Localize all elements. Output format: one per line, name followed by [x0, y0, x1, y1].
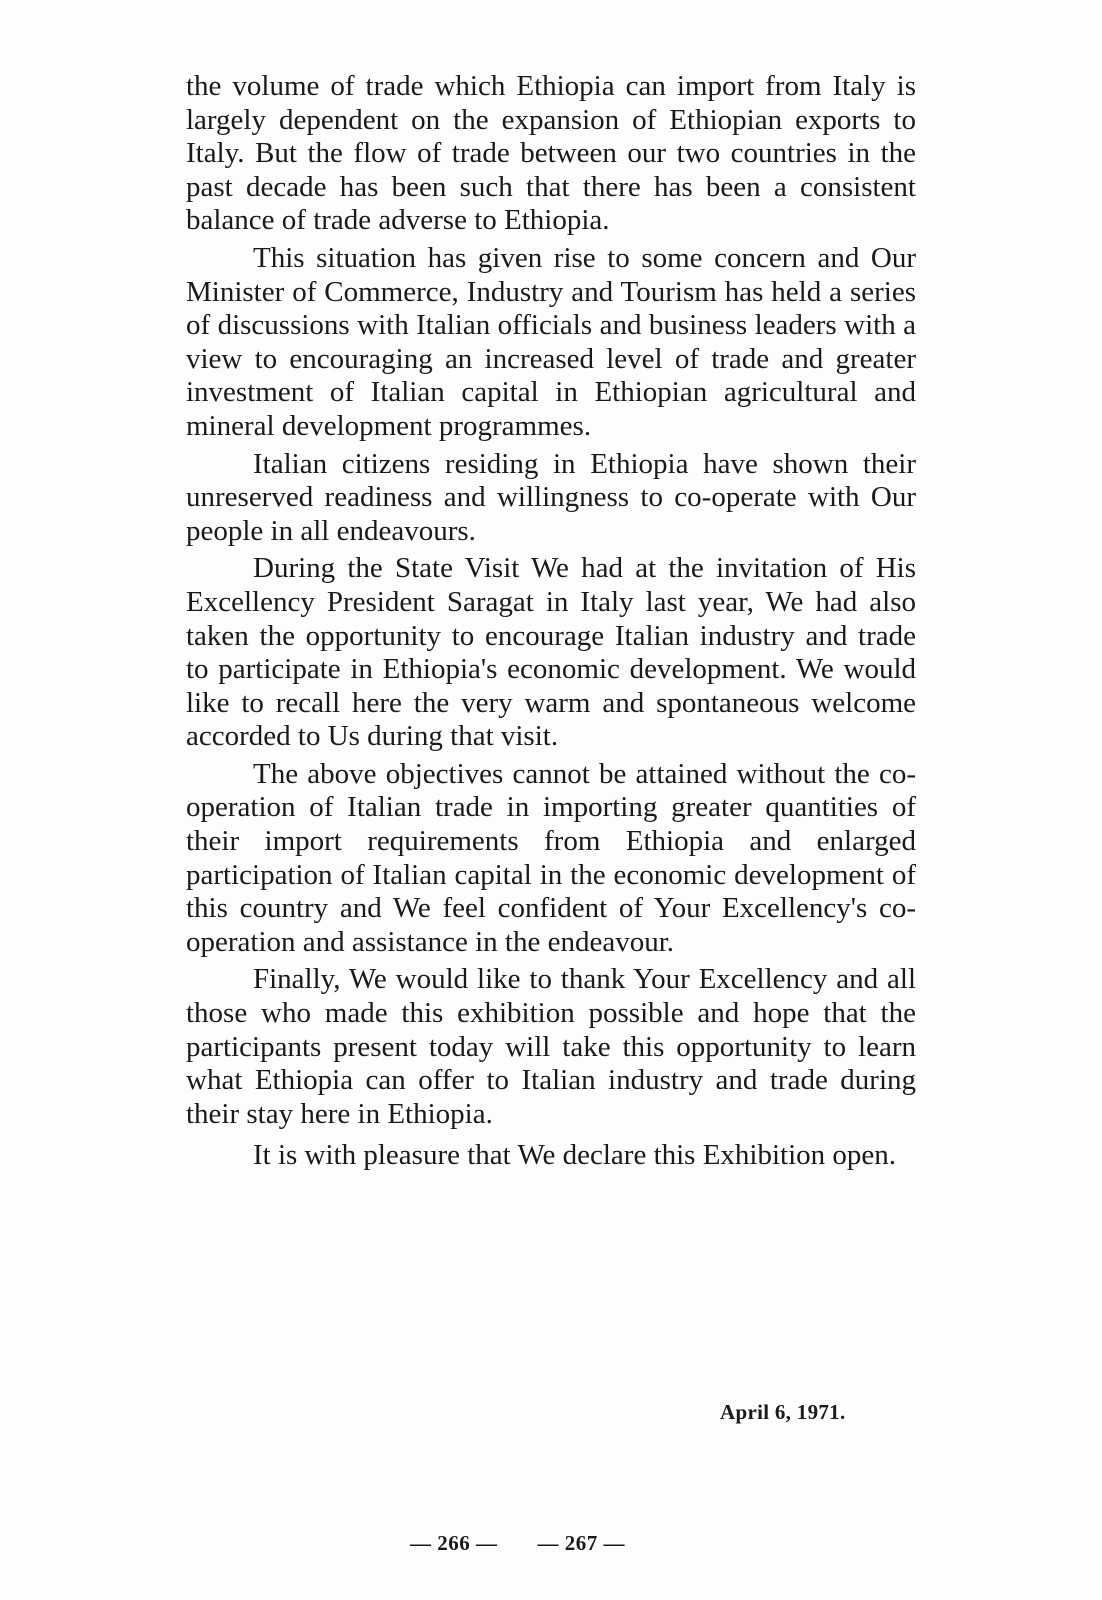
page-number-right: — 267 —: [537, 1531, 625, 1555]
paragraph-trade-volume: the volume of trade which Ethiopia can import from Italy is largely dependent on the expansion of Ethiopian exports to Italy. But the flow of trade between our two countries in the past decade has been such that there has been a consistent balance of trade adverse to Ethiopia.: [186, 70, 916, 237]
paragraph-thanks: Finally, We would like to thank Your Excellency and all those who made this exhibition possible and hope that the participants present today will take this opportunity to learn what Ethiopia can offer to Italian industry and trade during their stay here in Ethiopia.: [186, 963, 916, 1130]
paragraph-state-visit: During the State Visit We had at the invitation of His Excellency President Saragat in Italy last year, We had also taken the opportunity to encourage Italian industry and trade to participate in Ethiopia's economic development. We would like to recall here the very warm and spontaneous welcome accorded to Us during that visit.: [186, 552, 916, 753]
paragraph-objectives: The above objectives cannot be attained without the co-operation of Italian trade in importing greater quantities of their import requirements from Ethiopia and enlarged participation of Italian capital in the economic development of this country and We feel confident of Your Excellency's co-operation and assistance in the endeavour.: [186, 757, 916, 958]
page-numbers: [410, 1531, 625, 1556]
paragraph-minister-discussions: This situation has given rise to some concern and Our Minister of Commerce, Industry and Tourism has held a series of discussions with Italian officials and business leaders with a view to encouraging an increased level of trade and greater investment of Italian capital in Ethiopian agricultural and mineral development programmes.: [186, 241, 916, 442]
paragraph-italian-citizens: Italian citizens residing in Ethiopia have shown their unreserved readiness and willingness to co-operate with Our people in all endeavours.: [186, 447, 916, 547]
speech-date: April 6, 1971.: [720, 1400, 846, 1424]
paragraph-declaration: It is with pleasure that We declare this Exhibition open.: [253, 1139, 897, 1172]
speech-body: [186, 70, 916, 1177]
page-number-left: — 266 —: [410, 1531, 498, 1555]
